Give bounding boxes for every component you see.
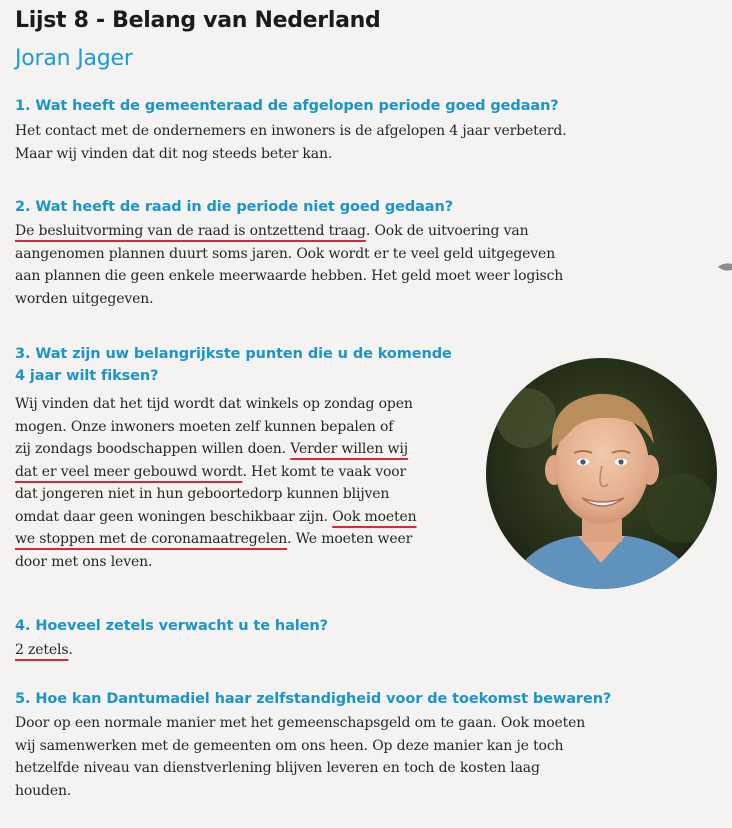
answer-3-line: dat jongeren niet in hun geboortedorp kunnen blijven bbox=[15, 486, 390, 502]
question-1: 1. Wat heeft de gemeenteraad de afgelopen periode goed gedaan? bbox=[15, 98, 559, 114]
answer-2 bbox=[15, 220, 563, 310]
list-title: Lijst 8 - Belang van Nederland bbox=[15, 8, 381, 33]
answer-3-line bbox=[15, 528, 417, 551]
question-3-line: 3. Wat zijn uw belangrijkste punten die u de komende bbox=[15, 346, 452, 362]
underlined-text: we stoppen met de coronamaatregelen bbox=[15, 531, 288, 547]
candidate-photo bbox=[486, 358, 717, 589]
answer-text: . bbox=[68, 642, 73, 658]
answer-5-line: hetzelfde niveau van dienstverlening blijven leveren en toch de kosten laag bbox=[15, 760, 540, 776]
answer-2-line bbox=[15, 220, 563, 243]
answer-3-line: door met ons leven. bbox=[15, 553, 153, 570]
question-3 bbox=[15, 343, 452, 387]
answer-3-line bbox=[15, 461, 417, 484]
answer-text: . We moeten weer bbox=[287, 531, 413, 547]
underlined-text: Ook moeten bbox=[332, 508, 417, 525]
page-edge-marker bbox=[716, 262, 732, 272]
answer-1-line: Het contact met de ondernemers en inwoners is de afgelopen 4 jaar verbeterd. bbox=[15, 123, 567, 139]
answer-3-line: Wij vinden dat het tijd wordt dat winkels op zondag open bbox=[15, 396, 413, 412]
answer-3 bbox=[15, 393, 417, 573]
question-3-line: 4 jaar wilt fiksen? bbox=[15, 368, 159, 384]
answer-text: . Het komt te vaak voor bbox=[242, 463, 407, 480]
underlined-text: dat er veel meer gebouwd wordt bbox=[15, 463, 243, 480]
answer-4 bbox=[15, 639, 73, 662]
answer-1-line: Maar wij vinden dat dit nog steeds beter kan. bbox=[15, 145, 333, 162]
answer-2-line: worden uitgegeven. bbox=[15, 290, 154, 307]
underlined-text: De besluitvorming van de raad is ontzettend traag bbox=[15, 223, 366, 239]
answer-5-line: houden. bbox=[15, 782, 72, 799]
question-2: 2. Wat heeft de raad in die periode niet goed gedaan? bbox=[15, 199, 454, 215]
answer-3-line bbox=[15, 438, 417, 461]
answer-2-line: aangenomen plannen duurt soms jaren. Ook wordt er te veel geld uitgegeven bbox=[15, 245, 556, 262]
underlined-text: Verder willen wij bbox=[290, 441, 408, 457]
answer-text: zij zondags boodschappen willen doen. bbox=[15, 441, 291, 457]
question-4: 4. Hoeveel zetels verwacht u te halen? bbox=[15, 618, 328, 634]
answer-5-line: Door op een normale manier met het gemeenschapsgeld om te gaan. Ook moeten bbox=[15, 715, 586, 731]
answer-text: . Ook de uitvoering van bbox=[365, 223, 529, 239]
answer-1 bbox=[15, 120, 566, 165]
answer-5 bbox=[15, 712, 585, 802]
answer-2-line: aan plannen die geen enkele meerwaarde hebben. Het geld moet weer logisch bbox=[15, 268, 564, 284]
answer-3-line bbox=[15, 506, 417, 529]
answer-text: omdat daar geen woningen beschikbaar zijn. bbox=[15, 508, 333, 525]
answer-4-line bbox=[15, 639, 73, 662]
answer-3-line: mogen. Onze inwoners moeten zelf kunnen bepalen of bbox=[15, 418, 394, 435]
candidate-name: Joran Jager bbox=[15, 46, 133, 71]
question-5: 5. Hoe kan Dantumadiel haar zelfstandigheid voor de toekomst bewaren? bbox=[15, 691, 612, 707]
underlined-text: 2 zetels bbox=[15, 642, 69, 658]
answer-5-line: wij samenwerken met de gemeenten om ons heen. Op deze manier kan je toch bbox=[15, 737, 564, 754]
